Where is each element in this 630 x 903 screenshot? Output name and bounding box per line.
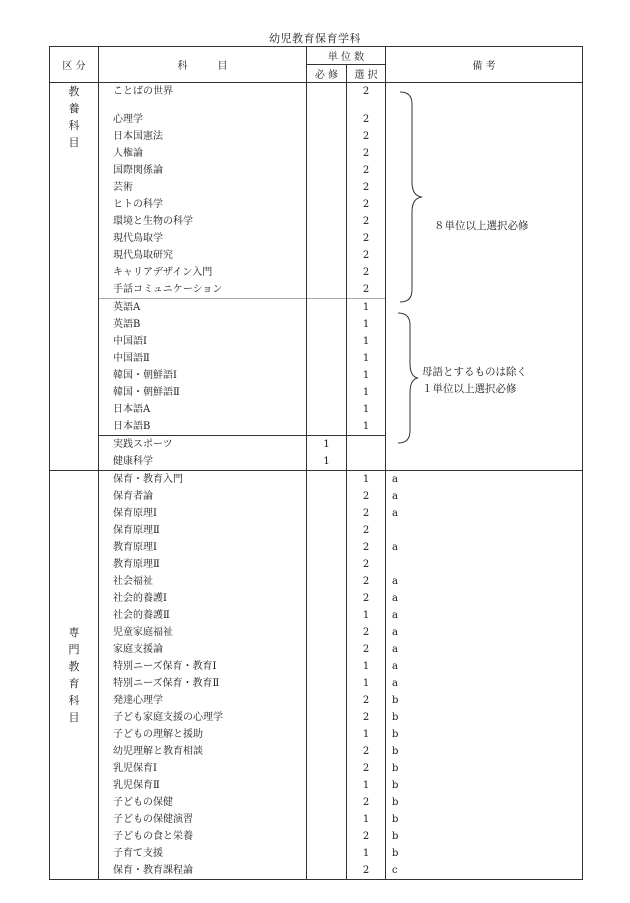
table-row bbox=[50, 709, 583, 726]
biko-code: a bbox=[386, 607, 583, 624]
sentaku-credits: 2 bbox=[347, 760, 386, 777]
subject-name: 保育・教育入門 bbox=[99, 471, 307, 489]
sentaku-credits: 2 bbox=[347, 590, 386, 607]
biko-code: b bbox=[386, 743, 583, 760]
hissu-credits bbox=[307, 743, 347, 760]
subject-name: 人権論 bbox=[99, 145, 307, 162]
table-row bbox=[50, 743, 583, 760]
kubun-kyoyo: 教 養 科 目 bbox=[50, 83, 99, 471]
table-row bbox=[50, 777, 583, 794]
sentaku-credits: 2 bbox=[347, 828, 386, 845]
hissu-credits bbox=[307, 281, 347, 299]
sentaku-credits: 2 bbox=[347, 522, 386, 539]
kubun-senmon: 専 門 教 育 科 目 bbox=[50, 471, 99, 880]
hissu-credits bbox=[307, 590, 347, 607]
table-row bbox=[50, 811, 583, 828]
sentaku-credits: 1 bbox=[347, 607, 386, 624]
hissu-credits bbox=[307, 111, 347, 128]
subject-name: 子どもの理解と援助 bbox=[99, 726, 307, 743]
sentaku-credits: 1 bbox=[347, 350, 386, 367]
sentaku-credits: 1 bbox=[347, 811, 386, 828]
hissu-credits bbox=[307, 401, 347, 418]
biko-code bbox=[386, 556, 583, 573]
table-row bbox=[50, 556, 583, 573]
hissu-credits bbox=[307, 230, 347, 247]
subject-name: 中国語Ⅰ bbox=[99, 333, 307, 350]
sentaku-credits: 1 bbox=[347, 658, 386, 675]
hissu-credits bbox=[307, 777, 347, 794]
subject-name: 現代鳥取研究 bbox=[99, 247, 307, 264]
hissu-credits bbox=[307, 573, 347, 590]
subject-name: 保育者論 bbox=[99, 488, 307, 505]
subject-name: 子どもの保健 bbox=[99, 794, 307, 811]
table-row bbox=[50, 760, 583, 777]
hissu-credits bbox=[307, 692, 347, 709]
biko-code: b bbox=[386, 760, 583, 777]
subject-name: 実践スポーツ bbox=[99, 436, 307, 454]
sentaku-credits bbox=[347, 436, 386, 454]
sentaku-credits: 2 bbox=[347, 794, 386, 811]
table-row bbox=[50, 505, 583, 522]
hissu-credits bbox=[307, 522, 347, 539]
hissu-credits bbox=[307, 196, 347, 213]
table-row bbox=[50, 862, 583, 880]
sentaku-credits: 1 bbox=[347, 845, 386, 862]
subject-name: 日本語A bbox=[99, 401, 307, 418]
hissu-credits bbox=[307, 624, 347, 641]
table-row bbox=[50, 607, 583, 624]
sentaku-credits bbox=[347, 453, 386, 471]
subject-name: 保育原理Ⅱ bbox=[99, 522, 307, 539]
subject-name: 家庭支援論 bbox=[99, 641, 307, 658]
biko-code: a bbox=[386, 590, 583, 607]
hissu-credits bbox=[307, 675, 347, 692]
subject-name: 社会的養護Ⅰ bbox=[99, 590, 307, 607]
sentaku-credits: 2 bbox=[347, 83, 386, 112]
hissu-credits bbox=[307, 384, 347, 401]
table-row bbox=[50, 828, 583, 845]
subject-name: 手話コミュニケーション bbox=[99, 281, 307, 299]
sentaku-credits: 1 bbox=[347, 333, 386, 350]
hissu-credits bbox=[307, 83, 347, 112]
table-row bbox=[50, 83, 583, 112]
sentaku-credits: 1 bbox=[347, 384, 386, 401]
subject-name: 児童家庭福祉 bbox=[99, 624, 307, 641]
table-row bbox=[50, 726, 583, 743]
hissu-credits bbox=[307, 213, 347, 230]
subject-name: 芸術 bbox=[99, 179, 307, 196]
sentaku-credits: 2 bbox=[347, 709, 386, 726]
table-row bbox=[50, 641, 583, 658]
table-row bbox=[50, 471, 583, 489]
hissu-credits bbox=[307, 658, 347, 675]
biko-code: a bbox=[386, 641, 583, 658]
sentaku-credits: 1 bbox=[347, 316, 386, 333]
header-biko: 備 考 bbox=[386, 47, 583, 83]
kyoyo-section bbox=[50, 83, 583, 471]
subject-name: 幼児理解と教育相談 bbox=[99, 743, 307, 760]
hissu-credits bbox=[307, 760, 347, 777]
hissu-credits bbox=[307, 367, 347, 384]
table-row bbox=[50, 573, 583, 590]
subject-name: 心理学 bbox=[99, 111, 307, 128]
subject-name: 乳児保育Ⅰ bbox=[99, 760, 307, 777]
sentaku-credits: 2 bbox=[347, 743, 386, 760]
subject-name: 国際関係論 bbox=[99, 162, 307, 179]
sentaku-credits: 2 bbox=[347, 556, 386, 573]
subject-name: 教育原理Ⅱ bbox=[99, 556, 307, 573]
subject-name: 健康科学 bbox=[99, 453, 307, 471]
table-row bbox=[50, 624, 583, 641]
sentaku-credits: 2 bbox=[347, 230, 386, 247]
biko-code: b bbox=[386, 828, 583, 845]
biko-code: b bbox=[386, 811, 583, 828]
sentaku-credits: 1 bbox=[347, 367, 386, 384]
page-title: 幼児教育保育学科 bbox=[269, 32, 361, 45]
sentaku-credits: 2 bbox=[347, 641, 386, 658]
sentaku-credits: 1 bbox=[347, 726, 386, 743]
biko-code: b bbox=[386, 794, 583, 811]
subject-name: 保育原理Ⅰ bbox=[99, 505, 307, 522]
hissu-credits bbox=[307, 471, 347, 489]
hissu-credits: 1 bbox=[307, 453, 347, 471]
hissu-credits bbox=[307, 811, 347, 828]
sentaku-credits: 1 bbox=[347, 777, 386, 794]
subject-name: 韓国・朝鮮語Ⅰ bbox=[99, 367, 307, 384]
hissu-credits bbox=[307, 845, 347, 862]
hissu-credits bbox=[307, 828, 347, 845]
sentaku-credits: 2 bbox=[347, 162, 386, 179]
note-group1: ８単位以上選択必修 bbox=[434, 220, 529, 232]
sentaku-credits: 1 bbox=[347, 418, 386, 436]
biko-code: b bbox=[386, 845, 583, 862]
note-group2-line2: １単位以上選択必修 bbox=[422, 383, 517, 395]
biko-code: a bbox=[386, 658, 583, 675]
subject-name: 特別ニーズ保育・教育Ⅱ bbox=[99, 675, 307, 692]
subject-name: 発達心理学 bbox=[99, 692, 307, 709]
sentaku-credits: 2 bbox=[347, 573, 386, 590]
sentaku-credits: 2 bbox=[347, 264, 386, 281]
hissu-credits bbox=[307, 709, 347, 726]
biko-code: a bbox=[386, 573, 583, 590]
hissu-credits bbox=[307, 333, 347, 350]
subject-name: ヒトの科学 bbox=[99, 196, 307, 213]
subject-name: 子ども家庭支援の心理学 bbox=[99, 709, 307, 726]
sentaku-credits: 2 bbox=[347, 488, 386, 505]
sentaku-credits: 1 bbox=[347, 299, 386, 317]
biko-code: a bbox=[386, 539, 583, 556]
header-tani: 単 位 数 bbox=[307, 47, 386, 65]
biko-code: b bbox=[386, 777, 583, 794]
hissu-credits bbox=[307, 488, 347, 505]
biko-code: b bbox=[386, 692, 583, 709]
biko-code: a bbox=[386, 624, 583, 641]
hissu-credits bbox=[307, 299, 347, 317]
sentaku-credits: 1 bbox=[347, 675, 386, 692]
hissu-credits bbox=[307, 641, 347, 658]
biko-code bbox=[386, 522, 583, 539]
senmon-section bbox=[50, 471, 583, 880]
table-row bbox=[50, 590, 583, 607]
header-kubun: 区 分 bbox=[50, 47, 99, 83]
biko-code: a bbox=[386, 471, 583, 489]
sentaku-credits: 2 bbox=[347, 247, 386, 264]
biko-code: b bbox=[386, 726, 583, 743]
sentaku-credits: 1 bbox=[347, 471, 386, 489]
subject-name: 日本国憲法 bbox=[99, 128, 307, 145]
table-row bbox=[50, 658, 583, 675]
sentaku-credits: 2 bbox=[347, 505, 386, 522]
table-row bbox=[50, 539, 583, 556]
hissu-credits bbox=[307, 145, 347, 162]
table-row bbox=[50, 845, 583, 862]
subject-name: 特別ニーズ保育・教育Ⅰ bbox=[99, 658, 307, 675]
hissu-credits bbox=[307, 418, 347, 436]
subject-name: 教育原理Ⅰ bbox=[99, 539, 307, 556]
subject-name: 子育て支援 bbox=[99, 845, 307, 862]
table-row bbox=[50, 522, 583, 539]
sentaku-credits: 2 bbox=[347, 179, 386, 196]
sentaku-credits: 2 bbox=[347, 145, 386, 162]
sentaku-credits: 2 bbox=[347, 624, 386, 641]
biko-code: a bbox=[386, 505, 583, 522]
header-kamoku: 科 目 bbox=[99, 47, 307, 83]
hissu-credits bbox=[307, 162, 347, 179]
sentaku-credits: 2 bbox=[347, 213, 386, 230]
brace-group1 bbox=[398, 90, 428, 305]
subject-name: 環境と生物の科学 bbox=[99, 213, 307, 230]
hissu-credits bbox=[307, 350, 347, 367]
subject-name: 中国語Ⅱ bbox=[99, 350, 307, 367]
subject-name: ことばの世界 bbox=[99, 83, 307, 112]
sentaku-credits: 2 bbox=[347, 692, 386, 709]
header-hissu: 必 修 bbox=[307, 65, 347, 83]
hissu-credits: 1 bbox=[307, 436, 347, 454]
hissu-credits bbox=[307, 264, 347, 281]
sentaku-credits: 2 bbox=[347, 539, 386, 556]
table-row bbox=[50, 692, 583, 709]
sentaku-credits: 2 bbox=[347, 281, 386, 299]
hissu-credits bbox=[307, 316, 347, 333]
subject-name: 英語B bbox=[99, 316, 307, 333]
hissu-credits bbox=[307, 607, 347, 624]
sentaku-credits: 2 bbox=[347, 128, 386, 145]
hissu-credits bbox=[307, 556, 347, 573]
note-group2-line1: 母語とするものは除く bbox=[422, 366, 527, 378]
subject-name: 保育・教育課程論 bbox=[99, 862, 307, 880]
curriculum-table bbox=[49, 46, 583, 880]
subject-name: 韓国・朝鮮語Ⅱ bbox=[99, 384, 307, 401]
hissu-credits bbox=[307, 539, 347, 556]
biko-code: a bbox=[386, 488, 583, 505]
subject-name: 社会的養護Ⅱ bbox=[99, 607, 307, 624]
sentaku-credits: 2 bbox=[347, 111, 386, 128]
sentaku-credits: 2 bbox=[347, 862, 386, 880]
subject-name: 日本語B bbox=[99, 418, 307, 436]
sentaku-credits: 1 bbox=[347, 401, 386, 418]
hissu-credits bbox=[307, 247, 347, 264]
subject-name: キャリアデザイン入門 bbox=[99, 264, 307, 281]
table-row bbox=[50, 675, 583, 692]
biko-code: b bbox=[386, 709, 583, 726]
subject-name: 乳児保育Ⅱ bbox=[99, 777, 307, 794]
subject-name: 英語A bbox=[99, 299, 307, 317]
subject-name: 子どもの保健演習 bbox=[99, 811, 307, 828]
biko-code: c bbox=[386, 862, 583, 880]
hissu-credits bbox=[307, 726, 347, 743]
subject-name: 現代鳥取学 bbox=[99, 230, 307, 247]
hissu-credits bbox=[307, 128, 347, 145]
subject-name: 子どもの食と栄養 bbox=[99, 828, 307, 845]
biko-code: a bbox=[386, 675, 583, 692]
sentaku-credits: 2 bbox=[347, 196, 386, 213]
table-row bbox=[50, 794, 583, 811]
hissu-credits bbox=[307, 179, 347, 196]
subject-name: 社会福祉 bbox=[99, 573, 307, 590]
hissu-credits bbox=[307, 794, 347, 811]
hissu-credits bbox=[307, 862, 347, 880]
header-sentaku: 選 択 bbox=[347, 65, 386, 83]
hissu-credits bbox=[307, 505, 347, 522]
table-row bbox=[50, 488, 583, 505]
